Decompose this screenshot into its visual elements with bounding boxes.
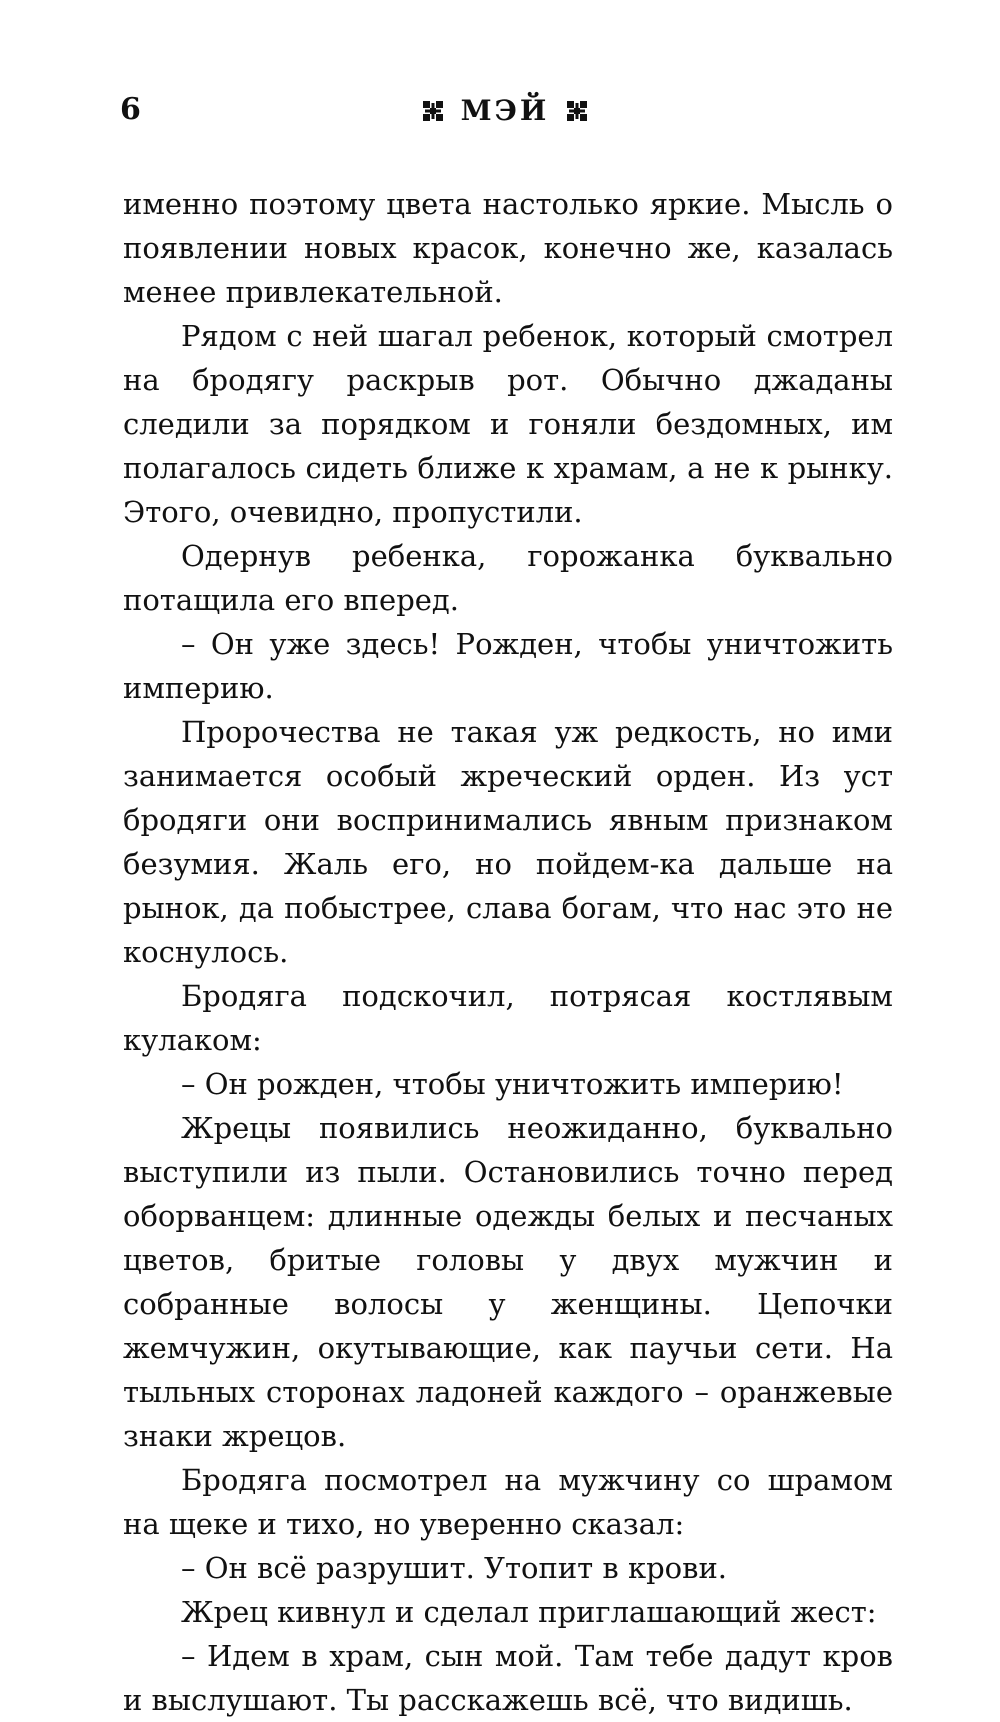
header-title-group: [120, 88, 890, 133]
dialogue-line: – Он всё разрушит. Утопит в крови.: [181, 1551, 728, 1585]
paragraph: Пророчества не такая уж редкость, но ими занимается особый жреческий орден. Из уст бродяги они воспринимались явным признаком безумия. Жаль его, но пойдем-ка дальше на рынок, да побыстрее, слава богам, что нас это не коснулось.: [123, 715, 893, 969]
dialogue-line: – Он рожден, чтобы уничтожить империю!: [181, 1067, 844, 1101]
dialogue-line: – Он уже здесь! Рожден, чтобы уничтожить империю.: [123, 627, 893, 705]
paragraph: Жрец кивнул и сделал приглашающий жест:: [181, 1595, 877, 1629]
paragraph: Бродяга посмотрел на мужчину со шрамом на щеке и тихо, но уверенно сказал:: [123, 1463, 893, 1541]
body-text: [123, 182, 893, 1722]
paragraph: Бродяга подскочил, потрясая костлявым кулаком:: [123, 979, 893, 1057]
paragraph: Рядом с ней шагал ребенок, который смотрел на бродягу раскрыв рот. Обычно джаданы следили за порядком и гоняли бездомных, им полагалось сидеть ближе к храмам, а не к рынку. Этого, очевидно, пропустили.: [123, 319, 893, 529]
paragraph: именно поэтому цвета настолько яркие. Мысль о появлении новых красок, конечно же, казалась менее привлекательной.: [123, 187, 893, 309]
dialogue-line: – Идем в храм, сын мой. Там тебе дадут кров и выслушают. Ты расскажешь всё, что видишь.: [123, 1639, 893, 1717]
paragraph: Одернув ребенка, горожанка буквально потащила его вперед.: [123, 539, 893, 617]
ornament-icon: [422, 100, 444, 122]
page-number: 6: [120, 92, 141, 127]
ornament-icon: [566, 100, 588, 122]
running-title: МЭЙ: [460, 93, 550, 127]
paragraph: Жрецы появились неожиданно, буквально выступили из пыли. Остановились точно перед оборванцем: длинные одежды белых и песчаных цветов, бритые головы у двух мужчин и собранные волосы у женщины. Цепочки жемчужин, окутывающие, как паучьи сети. На тыльных сторонах ладоней каждого – оранжевые знаки жрецов.: [123, 1111, 893, 1453]
running-head: [120, 88, 890, 132]
